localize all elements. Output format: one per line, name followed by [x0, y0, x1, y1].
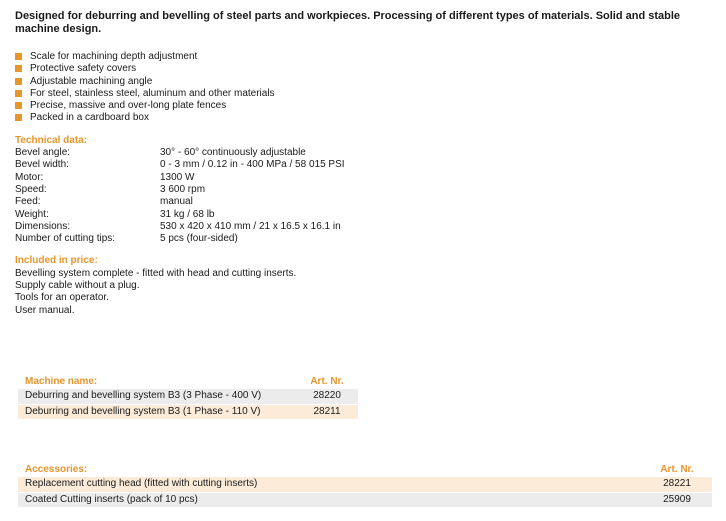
technical-data-list: [15, 147, 715, 245]
tech-row: Speed: 3 600 rpm: [15, 183, 206, 195]
accessories-header: Accessories:: [25, 464, 88, 475]
tech-row: Weight: 31 kg / 68 lb: [15, 208, 215, 220]
intro-text: Designed for deburring and bevelling of steel parts and workpieces. Processing of different types of materials. Solid and stable machine design.: [15, 10, 681, 35]
included-item: Tools for an operator.: [15, 292, 109, 304]
included-item: Supply cable without a plug.: [15, 280, 140, 292]
technical-data-title: Technical data:: [15, 134, 88, 146]
included-item: User manual.: [15, 304, 75, 316]
machine-table-header: [18, 375, 358, 389]
included-item: Bevelling system complete - fitted with head and cutting inserts.: [15, 267, 297, 279]
accessories-table-header: [18, 463, 712, 477]
tech-row: Bevel width: 0 - 3 mm / 0.12 in - 400 MPa / 58 015 PSI: [15, 159, 345, 171]
table-row: [18, 477, 712, 492]
square-bullet-icon: [15, 78, 22, 85]
accessories-table: [18, 463, 712, 508]
tech-row: Dimensions: 530 x 420 x 410 mm / 21 x 16.5 x 16.1 in: [15, 220, 341, 232]
machine-name-cell: Deburring and bevelling system B3 (1 Phase - 110 V): [18, 404, 296, 419]
included-list: [15, 268, 715, 317]
feature-list: [15, 51, 715, 125]
accessory-name-cell: Replacement cutting head (fitted with cutting inserts): [18, 477, 642, 492]
square-bullet-icon: [15, 53, 22, 60]
square-bullet-icon: [15, 102, 22, 109]
tech-row: Feed: manual: [15, 196, 193, 208]
square-bullet-icon: [15, 90, 22, 97]
art-nr-cell: 25909: [642, 492, 712, 507]
art-nr-cell: 28211: [296, 404, 358, 419]
square-bullet-icon: [15, 114, 22, 121]
feature-item: Precise, massive and over-long plate fences: [15, 100, 715, 112]
table-row: [18, 389, 358, 404]
product-sheet: [15, 10, 715, 317]
tech-row: Bevel angle: 30° - 60° continuously adjustable: [15, 147, 306, 159]
square-bullet-icon: [15, 65, 22, 72]
art-nr-header: Art. Nr.: [660, 464, 694, 475]
machine-name-header: Machine name:: [25, 376, 98, 387]
table-row: [18, 404, 358, 419]
feature-item: Adjustable machining angle: [15, 76, 715, 88]
art-nr-header: Art. Nr.: [310, 376, 344, 387]
tech-row: Number of cutting tips: 5 pcs (four-sided): [15, 233, 238, 245]
feature-item: Scale for machining depth adjustment: [15, 51, 715, 63]
machine-name-cell: Deburring and bevelling system B3 (3 Phase - 400 V): [18, 389, 296, 404]
feature-item: Protective safety covers: [15, 63, 715, 75]
accessory-name-cell: Coated Cutting inserts (pack of 10 pcs): [18, 492, 642, 507]
tech-row: Motor: 1300 W: [15, 171, 195, 183]
table-row: [18, 492, 712, 507]
art-nr-cell: 28221: [642, 477, 712, 492]
feature-item: Packed in a cardboard box: [15, 112, 715, 124]
feature-item: For steel, stainless steel, aluminum and other materials: [15, 88, 715, 100]
machine-table: [18, 375, 358, 420]
included-title: Included in price:: [15, 255, 98, 267]
art-nr-cell: 28220: [296, 389, 358, 404]
